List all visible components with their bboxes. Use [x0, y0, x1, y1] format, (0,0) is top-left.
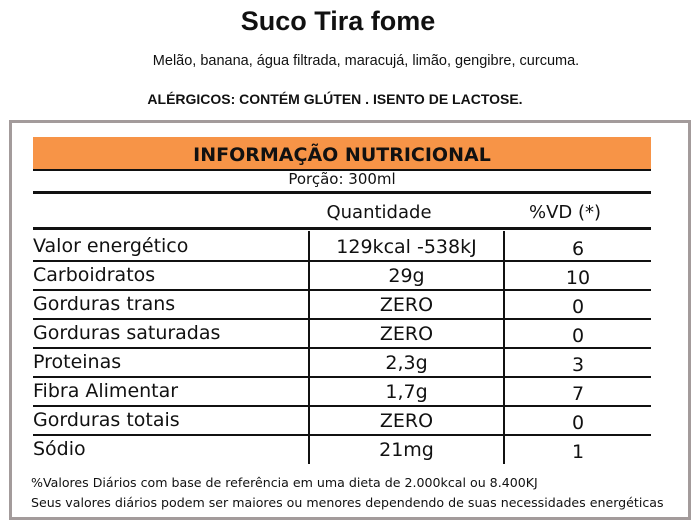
- nutrient-quantity: 129kcal -538kJ: [336, 236, 477, 258]
- nutrient-name: Fibra Alimentar: [33, 380, 179, 402]
- nutrient-vd: 7: [571, 383, 585, 405]
- portion-size: Porção: 300ml: [288, 170, 396, 188]
- nutrient-quantity: 29g: [388, 265, 425, 287]
- nutrient-vd: 10: [565, 267, 591, 289]
- row-divider: [33, 289, 651, 291]
- nutrient-vd: 6: [571, 238, 585, 260]
- divider: [33, 191, 651, 194]
- nutrient-quantity: 21mg: [379, 439, 434, 461]
- nutrient-vd: 0: [571, 325, 585, 347]
- nutrient-quantity: 2,3g: [385, 352, 428, 374]
- nutrition-header: INFORMAÇÃO NUTRICIONAL: [193, 144, 491, 166]
- row-divider: [33, 434, 651, 436]
- row-divider: [33, 318, 651, 320]
- nutrition-facts-panel: [9, 120, 691, 520]
- row-divider: [33, 347, 651, 349]
- nutrient-name: Proteinas: [33, 351, 122, 373]
- nutrient-vd: 1: [571, 441, 585, 463]
- nutrient-vd: 0: [571, 296, 585, 318]
- row-divider: [33, 260, 651, 262]
- ingredients-list: Melão, banana, água filtrada, maracujá, limão, gengibre, curcuma.: [152, 53, 580, 69]
- nutrient-vd: 0: [571, 412, 585, 434]
- nutrient-quantity: ZERO: [379, 323, 434, 345]
- column-header-quantity: Quantidade: [326, 202, 432, 223]
- allergen-notice: ALÉRGICOS: CONTÉM GLÚTEN . ISENTO DE LACTOSE.: [147, 91, 523, 107]
- nutrient-quantity: 1,7g: [385, 381, 428, 403]
- row-divider: [33, 405, 651, 407]
- nutrient-quantity: ZERO: [379, 410, 434, 432]
- nutrient-quantity: ZERO: [379, 294, 434, 316]
- nutrient-name: Gorduras trans: [33, 293, 176, 315]
- footnote-energy-needs: Seus valores diários podem ser maiores ou menores dependendo de suas necessidades energéticas: [31, 495, 664, 510]
- row-divider: [33, 376, 651, 378]
- nutrient-vd: 3: [571, 354, 585, 376]
- nutrient-name: Sódio: [33, 438, 86, 460]
- nutrient-name: Gorduras saturadas: [33, 322, 221, 344]
- nutrient-name: Gorduras totais: [33, 409, 180, 431]
- nutrient-name: Carboidratos: [33, 264, 156, 286]
- product-title: Suco Tira fome: [240, 6, 436, 36]
- divider: [33, 227, 651, 230]
- column-header-vd: %VD (*): [528, 202, 602, 223]
- footnote-daily-values: %Valores Diários com base de referência em uma dieta de 2.000kcal ou 8.400KJ: [31, 475, 538, 490]
- nutrient-name: Valor energético: [33, 235, 189, 257]
